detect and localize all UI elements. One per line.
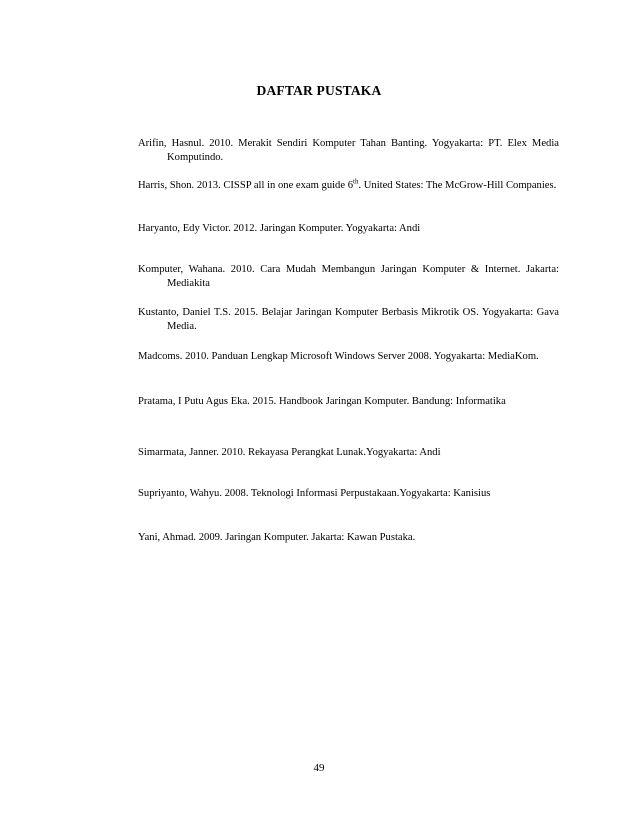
reference-entry	[138, 179, 559, 193]
reference-entry: Supriyanto, Wahyu. 2008. Teknologi Informasi Perpustakaan.Yogyakarta: Kanisius	[138, 488, 491, 499]
reference-entry: Komputer, Wahana. 2010. Cara Mudah Membangun Jaringan Komputer & Internet. Jakarta: Mediakita	[138, 264, 559, 289]
page-number: 49	[313, 762, 325, 774]
reference-entry: Pratama, I Putu Agus Eka. 2015. Handbook Jaringan Komputer. Bandung: Informatika	[138, 396, 506, 407]
reference-entry: Arifin, Hasnul. 2010. Merakit Sendiri Komputer Tahan Banting. Yogyakarta: PT. Elex Media Komputindo.	[138, 138, 559, 163]
reference-text: Harris, Shon. 2013. CISSP all in one exam guide 6	[138, 180, 353, 191]
reference-entry: Simarmata, Janner. 2010. Rekayasa Perangkat Lunak.Yogyakarta: Andi	[138, 447, 441, 458]
page-title: DAFTAR PUSTAKA	[256, 83, 382, 98]
reference-entry: Kustanto, Daniel T.S. 2015. Belajar Jaringan Komputer Berbasis Mikrotik OS. Yogyakarta: Gava Media.	[138, 307, 559, 332]
reference-entry: Yani, Ahmad. 2009. Jaringan Komputer. Jakarta: Kawan Pustaka.	[138, 532, 416, 543]
reference-superscript: th	[353, 177, 359, 186]
reference-text: . United States: The McGrow-Hill Companies.	[358, 180, 557, 191]
reference-entry: Haryanto, Edy Victor. 2012. Jaringan Komputer. Yogyakarta: Andi	[138, 223, 421, 234]
reference-entry: Madcoms. 2010. Panduan Lengkap Microsoft Windows Server 2008. Yogyakarta: MediaKom.	[138, 351, 539, 362]
